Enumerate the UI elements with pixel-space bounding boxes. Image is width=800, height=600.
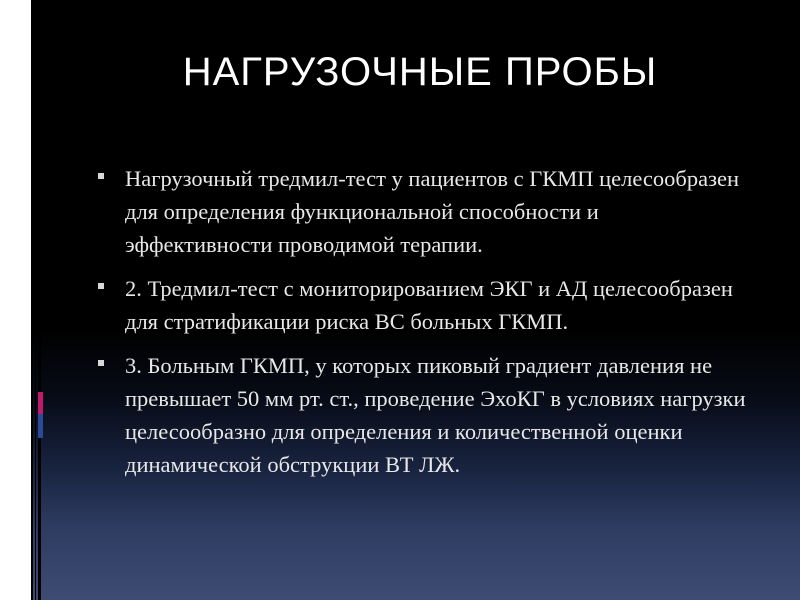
left-margin-strip	[0, 0, 31, 600]
bullet-text: 2. Тредмил-тест с мониторированием ЭКГ и АД целесообразен для стратификации риска ВС больных ГКМП.	[125, 276, 733, 334]
list-item	[98, 162, 748, 261]
blue-accent-bar	[38, 414, 43, 438]
magenta-accent-bar	[38, 392, 43, 414]
list-item	[98, 349, 748, 481]
bullet-text: Нагрузочный тредмил-тест у пациентов с ГКМП целесообразен для определения функциональной способности и эффективности проводимой терапии.	[125, 166, 739, 257]
decorative-side-bars	[31, 0, 43, 600]
bullet-text: 3. Больным ГКМП, у которых пиковый градиент давления не превышает 50 мм рт. ст., проведение ЭхоКГ в условиях нагрузки целесообразно для определения и количественной оценки динамической обструкции ВТ ЛЖ.	[125, 353, 746, 477]
side-bar	[38, 0, 41, 600]
square-bullet-icon	[98, 283, 104, 289]
slide-title: НАГРУЗОЧНЫЕ ПРОБЫ	[182, 50, 658, 94]
bullet-list	[98, 162, 748, 492]
list-item	[98, 272, 748, 338]
side-bar	[31, 0, 33, 600]
side-bar	[35, 0, 36, 600]
square-bullet-icon	[98, 173, 104, 179]
square-bullet-icon	[98, 360, 104, 366]
